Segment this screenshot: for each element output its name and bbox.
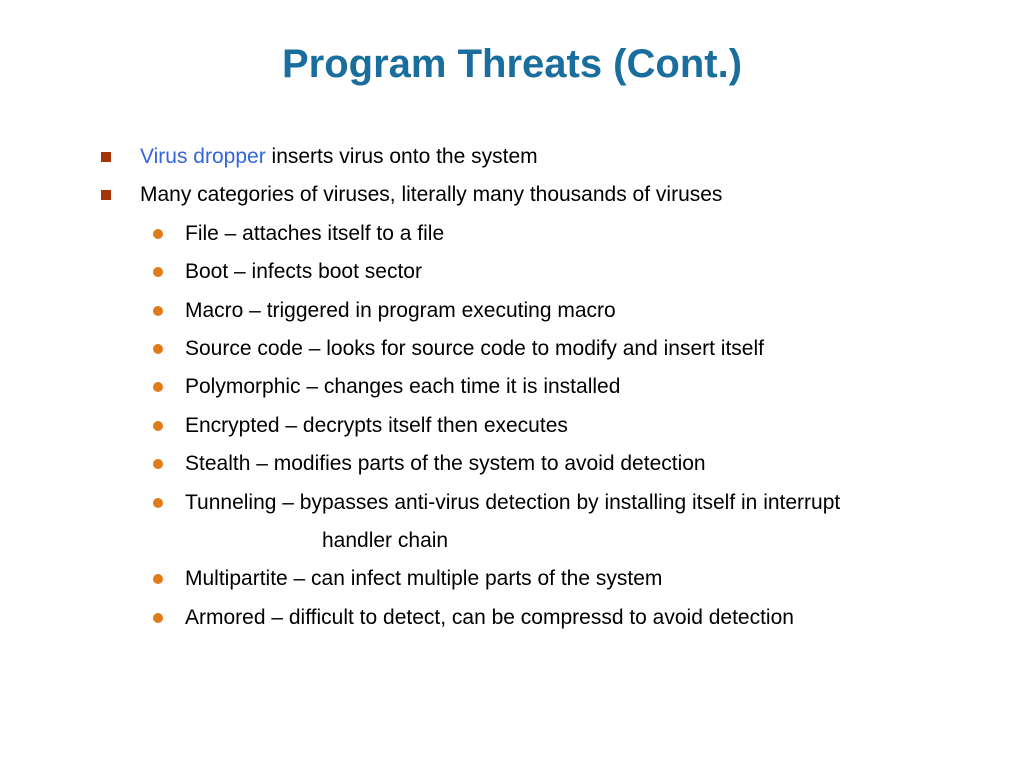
sub-bullet-text: File – attaches itself to a file <box>185 221 445 245</box>
round-bullet-icon <box>153 613 163 623</box>
highlighted-term: Virus dropper <box>140 145 266 168</box>
sub-bullet-source-code <box>0 330 1024 368</box>
square-bullet-icon <box>101 190 111 200</box>
sub-bullet-text: Macro – triggered in program executing macro <box>185 298 616 322</box>
sub-bullet-text: Source code – looks for source code to modify and insert itself <box>185 336 764 360</box>
round-bullet-icon <box>153 267 163 277</box>
sub-bullet-multipartite <box>0 560 1024 598</box>
sub-bullet-stealth <box>0 445 1024 483</box>
sub-bullet-text: handler chain <box>322 528 449 552</box>
sub-bullet-text: Tunneling – bypasses anti-virus detection by installing itself in interrupt <box>185 490 841 514</box>
round-bullet-icon <box>153 382 163 392</box>
sub-bullet-polymorphic <box>0 368 1024 406</box>
round-bullet-icon <box>153 459 163 469</box>
square-bullet-icon <box>101 152 111 162</box>
round-bullet-icon <box>153 574 163 584</box>
sub-bullet-armored <box>0 599 1024 637</box>
round-bullet-icon <box>153 229 163 239</box>
sub-bullet-tunneling-continuation <box>0 522 1024 560</box>
sub-bullet-text: Polymorphic – changes each time it is installed <box>185 375 621 399</box>
sub-bullet-tunneling <box>0 484 1024 522</box>
bullet-categories <box>0 176 1024 214</box>
sub-bullet-macro <box>0 292 1024 330</box>
sub-bullet-text: Armored – difficult to detect, can be compressd to avoid detection <box>185 605 794 629</box>
bullet-text: inserts virus onto the system <box>265 145 538 168</box>
sub-bullet-encrypted <box>0 407 1024 445</box>
round-bullet-icon <box>153 306 163 316</box>
sub-bullet-text: Stealth – modifies parts of the system to avoid detection <box>185 452 706 476</box>
sub-bullet-text: Multipartite – can infect multiple parts of the system <box>185 567 663 591</box>
sub-bullet-text: Boot – infects boot sector <box>185 260 422 284</box>
sub-bullet-text: Encrypted – decrypts itself then executes <box>185 413 568 437</box>
bullet-virus-dropper <box>0 138 1024 176</box>
round-bullet-icon <box>153 344 163 354</box>
bullet-list <box>0 138 1024 637</box>
bullet-text: Many categories of viruses, literally many thousands of viruses <box>140 183 723 207</box>
sub-bullet-boot <box>0 253 1024 291</box>
sub-bullet-file <box>0 215 1024 253</box>
round-bullet-icon <box>153 421 163 431</box>
slide-title: Program Threats (Cont.) <box>281 42 743 86</box>
round-bullet-icon <box>153 498 163 508</box>
